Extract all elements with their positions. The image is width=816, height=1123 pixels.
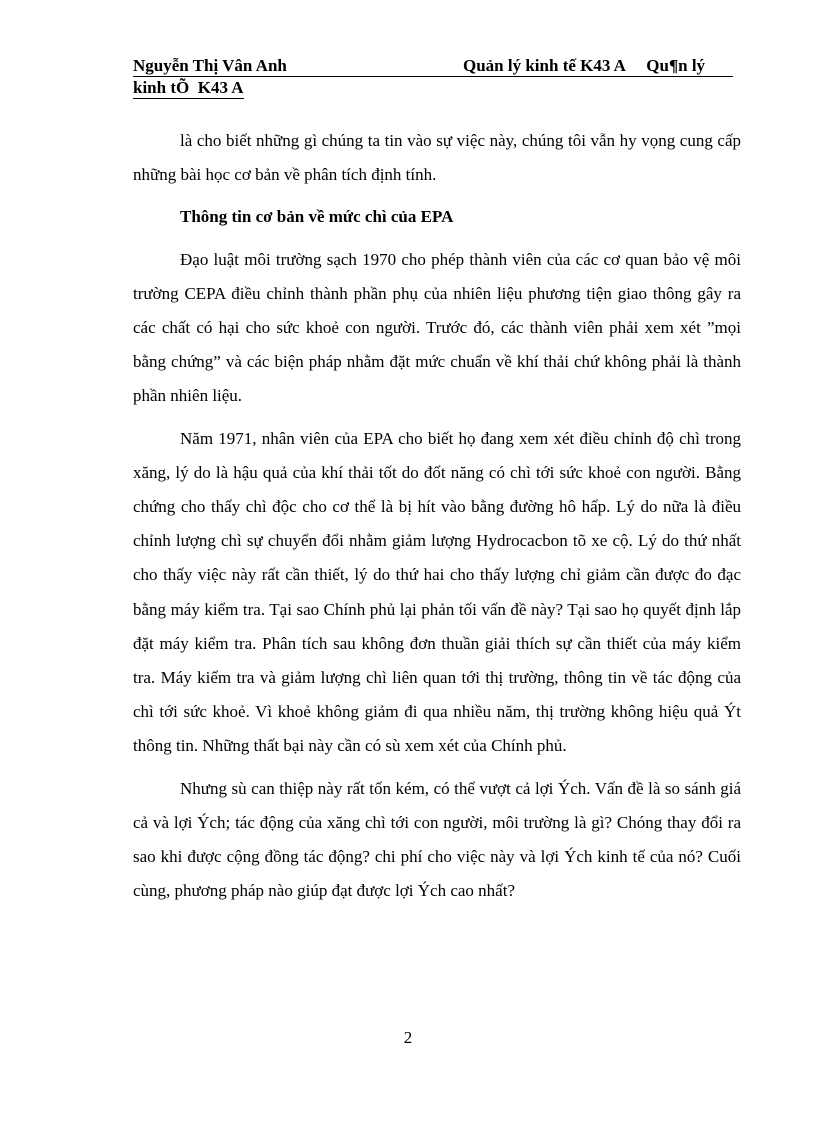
header-author: Nguyễn Thị Vân Anh xyxy=(133,56,287,75)
section-heading: Thông tin cơ bản về mức chì của EPA xyxy=(180,207,454,227)
page-number: 2 xyxy=(403,1028,413,1047)
page-header xyxy=(133,55,733,99)
paragraph-intro: là cho biết những gì chúng ta tin vào sự việc này, chúng tôi vẫn hy vọng cung cấp những bài học cơ bản về phân tích định tính. xyxy=(133,131,741,185)
header-line-2: kinh tÕ K43 A xyxy=(133,78,244,97)
paragraph-1: Đạo luật môi trường sạch 1970 cho phép thành viên của các cơ quan bảo vệ môi trường CEPA điều chỉnh thành phần phụ của nhiên liệu phương tiện giao thông gây ra các chất có hại cho sức khoẻ con người. Trước đó, các thành viên phải xem xét ”mọi bằng chứng” và các biện pháp nhằm đặt mức chuẩn về khí thải chứ không phải là thành phần nhiên liệu. xyxy=(133,249,741,406)
document-body xyxy=(133,124,741,916)
paragraph-3: Nhưng sù can thiệp này rất tốn kém, có thể vượt cả lợi Ých. Vấn đề là so sánh giá cả và lợi Ých; tác động của xăng chì tới con người, môi trường là gì? Chóng thay đổi ra sao khi được cộng đồng tác động? chi phí cho việc này và lợi Ých kinh tế của nó? Cuối cùng, phương pháp nào giúp đạt được lợi Ých cao nhất? xyxy=(133,778,741,901)
paragraph-2: Năm 1971, nhân viên của EPA cho biết họ đang xem xét điều chỉnh độ chì trong xăng, lý do là hậu quả của khí thải tốt do đốt năng có chì tới sức khoẻ con người. Bằng chứng cho thấy chì độc cho cơ thể là bị hít vào bằng đường hô hấp. Lý do nữa là điều chỉnh lượng chì sự chuyển đổi nhằm giảm lượng Hydrocacbon tõ xe cộ. Lý do thứ nhất cho thấy việc này rất cần thiết, lý do thứ hai cho thấy lượng chỉ giảm cần được đo đạc bằng máy kiểm tra. Tại sao Chính phủ lại phản tối vấn đề này? Tại sao họ quyết định lắp đặt máy kiểm tra. Phân tích sau không đơn thuần giải thích sự cần thiết của máy kiểm tra. Máy kiểm tra và giảm lượng chì liên quan tới thị trường, thông tin về tác động của chì tới sức khoẻ. Vì khoẻ không giảm đi qua nhiều năm, thị trường không hiệu quả Ýt thông tin. Những thất bại này cần có sù xem xét của Chính phủ. xyxy=(133,428,741,756)
header-subject: Quản lý kinh tế K43 A Qu¶n lý xyxy=(463,56,706,75)
header-line-1 xyxy=(133,55,733,77)
